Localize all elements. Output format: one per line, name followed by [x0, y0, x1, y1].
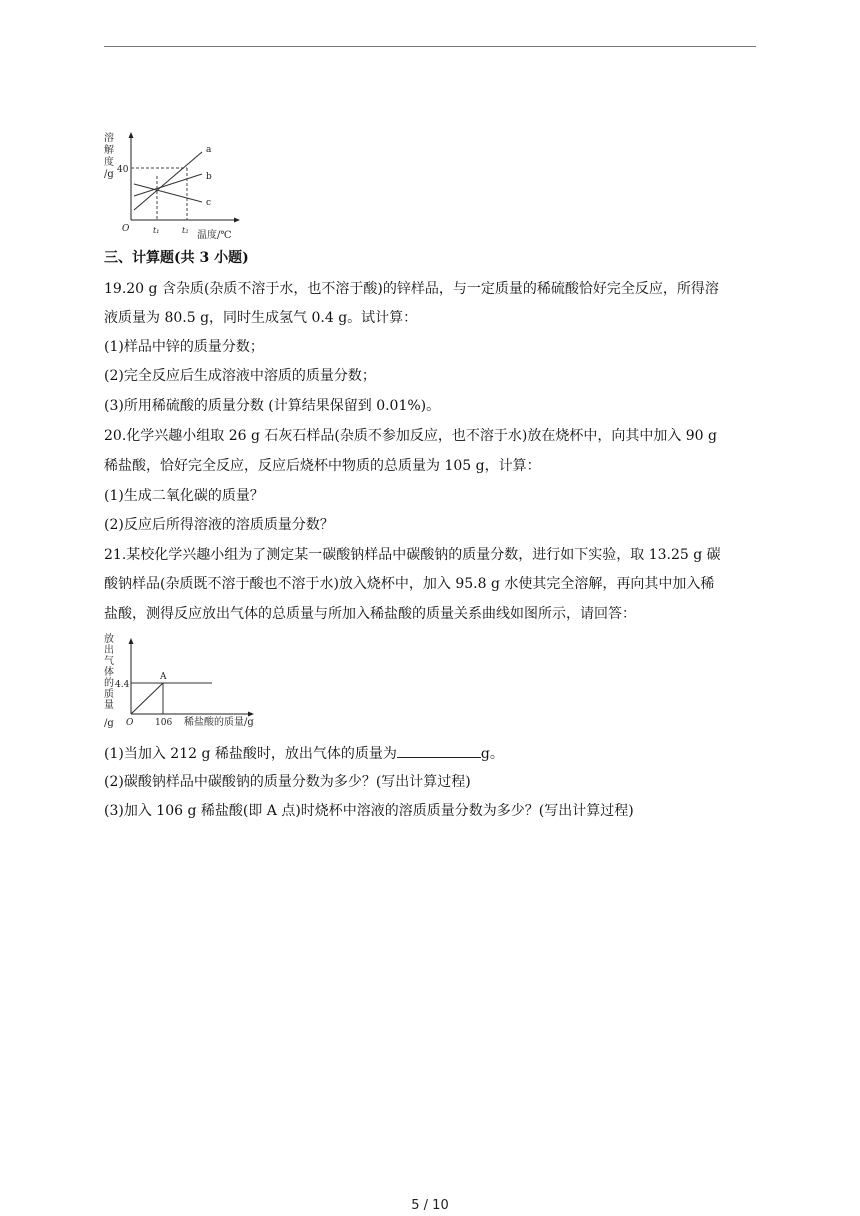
q21-part1 — [104, 743, 504, 764]
q19-part3: (3)所用稀硫酸的质量分数 (计算结果保留到 0.01%)。 — [104, 398, 441, 414]
y-axis-label-char: /g — [104, 169, 114, 180]
y-axis-label-char: 的 — [104, 678, 114, 689]
y-tick-4-4: 4.4 — [115, 680, 130, 690]
page-number: 5 / 10 — [411, 1198, 449, 1213]
q21-line3: 盐酸，测得反应放出气体的总质量与所加入稀盐酸的质量关系曲线如图所示，请回答： — [104, 606, 636, 622]
q21-line2: 酸钠样品(杂质既不溶于酸也不溶于水)放入烧杯中，加入 95.8 g 水使其完全溶解，再向其中加入稀 — [104, 576, 715, 592]
x-axis-arrow — [248, 712, 254, 717]
q21-part1-text: (1)当加入 212 g 稀盐酸时，放出气体的质量为 — [104, 746, 397, 762]
q19-line2: 液质量为 80.5 g，同时生成氢气 0.4 g。试计算： — [104, 310, 418, 326]
q20-line1: 20.化学兴趣小组取 26 g 石灰石样品(杂质不参加反应，也不溶于水)放在烧杯中，向其中加入 90 g — [104, 428, 717, 444]
y-axis-label-char: 质 — [104, 689, 114, 700]
y-axis-label-char: 度 — [104, 157, 114, 168]
y-axis-label-char: 量 — [104, 700, 114, 711]
x-axis-label: 温度/℃ — [197, 230, 232, 241]
q19-part1: (1)样品中锌的质量分数； — [104, 339, 264, 355]
y-axis-label-char: /g — [104, 718, 114, 729]
x-tick-t2: t₂ — [182, 226, 189, 235]
y-axis-arrow — [129, 638, 134, 644]
y-axis-label-char: 放 — [104, 634, 114, 645]
y-axis-label-char: 气 — [104, 656, 114, 667]
origin-label: O — [126, 718, 134, 728]
x-tick-t1: t₁ — [153, 226, 160, 235]
y-tick-40: 40 — [117, 165, 129, 175]
q21-line1: 21.某校化学兴趣小组为了测定某一碳酸钠样品中碳酸钠的质量分数，进行如下实验，取 13.25 g 碳 — [104, 547, 721, 563]
header-divider — [104, 46, 756, 47]
gas-mass-graph — [100, 632, 270, 736]
q19-part2: (2)完全反应后生成溶液中溶质的质量分数； — [104, 368, 376, 384]
curve-a-label: a — [206, 145, 212, 155]
q19-line1: 19.20 g 含杂质(杂质不溶于水，也不溶于酸)的锌样品，与一定质量的稀硫酸恰好完全反应，所得溶 — [104, 281, 719, 297]
section-title: 三、计算题(共 3 小题) — [104, 250, 249, 266]
q21-part3: (3)加入 106 g 稀盐酸(即 A 点)时烧杯中溶液的溶质质量分数为多少？(写出计算过程) — [104, 803, 634, 819]
curve-a — [134, 152, 202, 210]
y-axis-label — [104, 131, 114, 180]
curve-c-label: c — [206, 198, 212, 208]
x-axis-label: 稀盐酸的质量/g — [184, 717, 254, 728]
q20-part2: (2)反应后所得溶液的溶质质量分数？ — [104, 517, 334, 533]
q20-line2: 稀盐酸，恰好完全反应，反应后烧杯中物质的总质量为 105 g，计算： — [104, 458, 541, 474]
y-axis-label-char: 溶 — [104, 133, 114, 144]
origin-label: O — [122, 224, 130, 234]
answer-blank[interactable] — [397, 743, 481, 758]
point-a-label: A — [160, 672, 167, 682]
x-axis-arrow — [234, 218, 240, 223]
curve-b-label: b — [206, 172, 212, 182]
gas-curve-rise — [131, 683, 163, 714]
y-axis-label-char: 解 — [104, 145, 114, 156]
solubility-graph — [100, 128, 250, 243]
x-tick-106: 106 — [155, 718, 173, 728]
y-axis-label-char: 出 — [104, 645, 114, 656]
y-axis-arrow — [129, 132, 134, 138]
q21-part1-unit: g。 — [480, 746, 504, 762]
y-axis-label-char: 体 — [104, 667, 114, 678]
q21-part2: (2)碳酸钠样品中碳酸钠的质量分数为多少？(写出计算过程) — [104, 774, 471, 790]
y-axis-label — [104, 632, 114, 729]
q20-part1: (1)生成二氧化碳的质量？ — [104, 488, 264, 504]
